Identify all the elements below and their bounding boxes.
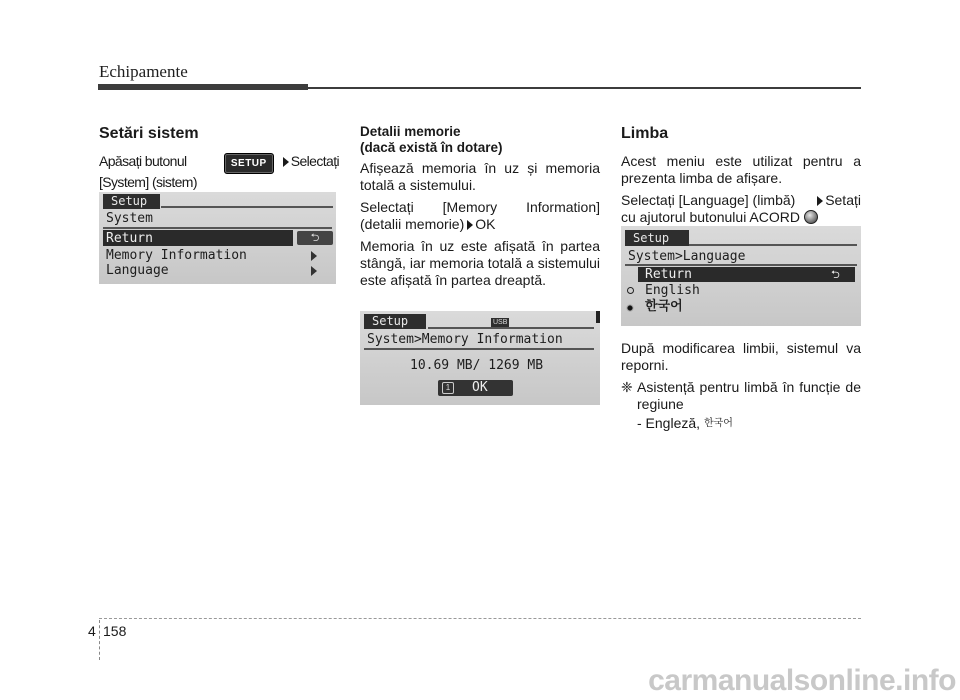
radio-english[interactable] (627, 287, 634, 294)
language-paragraph-2 (621, 192, 861, 226)
screen-tab: Setup (364, 314, 426, 329)
ok-number-icon: 1 (442, 382, 454, 394)
ok-button[interactable] (438, 380, 513, 396)
arrow-right-icon (817, 196, 823, 206)
chevron-right-icon (311, 266, 317, 276)
language-heading: Limba (621, 125, 669, 142)
return-arrow-icon[interactable]: ⮌ (831, 268, 840, 281)
memory-paragraph-2-line-2 (360, 216, 600, 233)
watermark: carmanualsonline.info (648, 664, 956, 697)
radio-korean-selected[interactable] (626, 304, 634, 312)
memory-information-screen (360, 311, 600, 405)
usb-badge: USB (493, 319, 508, 326)
language-option-korean[interactable]: 한국어 (645, 299, 683, 314)
language-paragraph-2-line-1 (621, 192, 861, 209)
memory-usage-value: 10.69 MB/ 1269 MB (410, 358, 544, 373)
screen-breadcrumb: System (106, 211, 153, 226)
breadcrumb-underline (364, 348, 594, 350)
column-language (621, 124, 861, 226)
footer-rule (99, 618, 861, 619)
page-number: 158 (103, 623, 127, 639)
scroll-marker (596, 311, 600, 323)
menu-item-return[interactable]: Return (645, 267, 692, 282)
intro-line-2: [System] (sistem) (99, 174, 197, 190)
breadcrumb-underline (625, 264, 857, 266)
tab-underline (161, 206, 333, 208)
column-system-settings (99, 124, 339, 191)
language-list-korean: 한국어 (703, 418, 733, 429)
intro-text-b: Selectați (290, 153, 339, 169)
region-note-text: Asistență pentru limbă în funcție de regiune (637, 379, 861, 412)
language-paragraph-1: Acest meniu este utilizat pentru a prezenta limba de afișare. (621, 153, 861, 186)
chapter-number: 4 (88, 623, 96, 639)
header-rule-thin (308, 87, 861, 89)
header-rule-thick (98, 84, 308, 90)
section-title: Echipamente (99, 62, 188, 81)
language-list (621, 415, 861, 432)
screen-breadcrumb: System>Memory Information (367, 332, 563, 347)
screen-tab: Setup (625, 230, 689, 246)
language-paragraph-2-text-b: Setați (825, 192, 861, 208)
arrow-right-icon (467, 220, 473, 230)
memory-paragraph-2-text-c: OK (475, 216, 496, 232)
language-paragraph-2-line-2 (621, 209, 861, 226)
intro-text-a: Apăsați butonul (99, 153, 187, 169)
return-arrow-icon[interactable]: ⮌ (297, 231, 333, 245)
language-setup-screen (621, 226, 861, 326)
memory-heading-line-1: Detalii memorie (360, 124, 461, 139)
tab-underline (428, 327, 594, 329)
language-paragraph-2-inline (817, 192, 861, 209)
memory-paragraph-3: Memoria în uz este afișată în partea stângă, iar memoria totală a sistemului este afișată în partea dreaptă. (360, 238, 600, 288)
breadcrumb-underline (103, 227, 332, 229)
chevron-right-icon (311, 251, 317, 261)
language-option-english[interactable]: English (645, 283, 700, 298)
menu-item-memory-information[interactable]: Memory Information (106, 248, 247, 263)
memory-paragraph-2-line-1: Selectați [Memory Information] (360, 199, 600, 215)
language-list-prefix: - Engleză, (637, 415, 701, 431)
page-number-separator (99, 620, 100, 660)
setup-button-icon: SETUP (224, 153, 274, 174)
note-mark-icon: ❈ (621, 379, 633, 395)
memory-paragraph-2 (360, 199, 600, 233)
column-memory-details (360, 124, 600, 294)
screen-tab: Setup (103, 194, 160, 209)
tab-underline (689, 244, 857, 246)
intro-line-1 (99, 153, 339, 174)
region-note (621, 379, 861, 413)
language-paragraph-2-text-c: cu ajutorul butonului ACORD (621, 209, 800, 225)
system-setup-screen (99, 192, 336, 284)
language-notes (621, 340, 861, 432)
system-settings-heading: Setări sistem (99, 125, 199, 142)
menu-item-language[interactable]: Language (106, 263, 169, 278)
language-paragraph-3: După modificarea limbii, sistemul va reporni. (621, 340, 861, 373)
memory-paragraph-2-text-b: (detalii memorie) (360, 216, 465, 232)
enter-knob-icon (804, 210, 818, 224)
intro-inline-group (214, 153, 339, 174)
memory-heading-line-2: (dacă există în dotare) (360, 140, 503, 155)
language-paragraph-2-text-a: Selectați [Language] (limbă) (621, 192, 796, 208)
ok-label: OK (472, 380, 488, 395)
arrow-right-icon (283, 157, 289, 167)
screen-breadcrumb: System>Language (628, 249, 746, 264)
menu-item-return[interactable]: Return (106, 231, 153, 246)
memory-paragraph-1: Afișează memoria în uz și memoria totală a sistemului. (360, 160, 600, 193)
